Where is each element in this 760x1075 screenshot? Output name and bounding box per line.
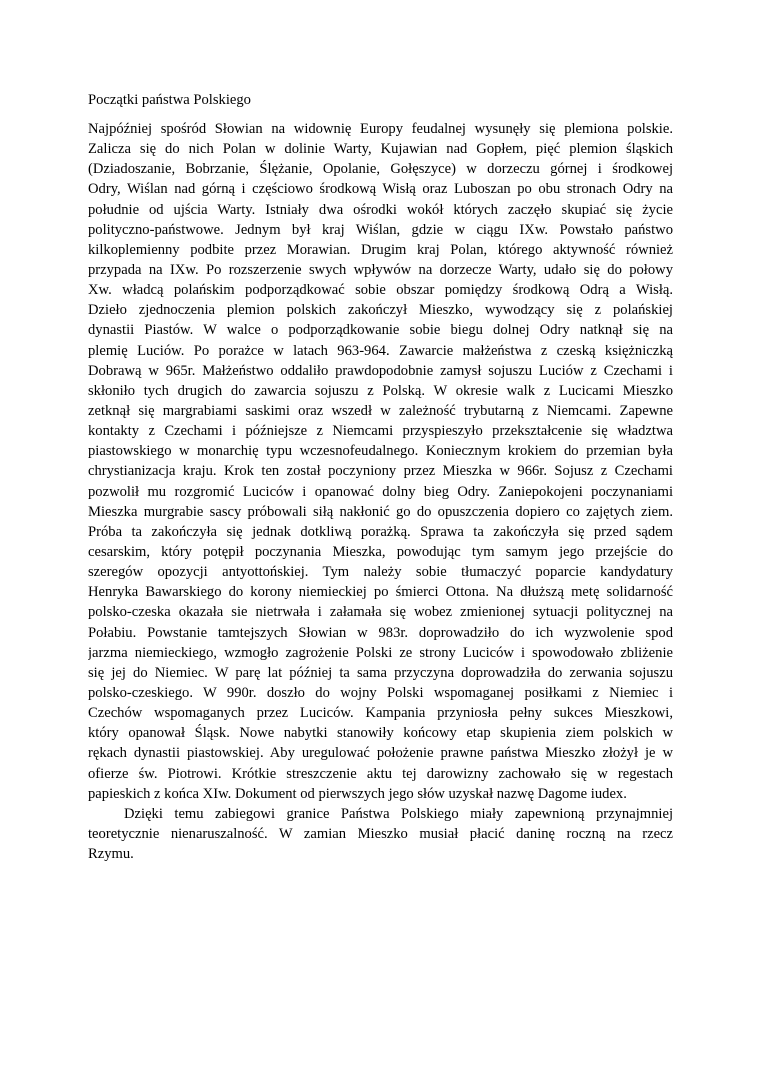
text-line: piastowskiego w monarchię typu wczesnofeudalnego. Koniecznym krokiem do przemian była	[88, 443, 673, 460]
text-line: rękach dynastii piastowskiej. Aby uregulować położenie prawne państwa Mieszko złożył je w	[88, 745, 673, 762]
text-line: Czechów wspomaganych przez Luciców. Kampania przyniosła pełny sukces Mieszkowi,	[88, 705, 673, 722]
text-line: Dzieło zjednoczenia plemion polskich zakończył Mieszko, wywodzący się z polańskiej	[88, 302, 673, 319]
paragraph	[88, 804, 673, 864]
text-line: ofierze św. Piotrowi. Krótkie streszczenie aktu tej darowizny zachowało się w regestach	[88, 765, 673, 782]
text-line: polsko-czeskiego. W 990r. doszło do wojny Polski wspomaganej posiłkami z Niemiec i	[88, 684, 673, 701]
text-line: Dobrawą w 965r. Małżeństwo oddaliło prawdopodobnie zamysł sojuszu Luciów z Czechami i	[88, 362, 673, 379]
text-line: Rzymu.	[88, 846, 134, 863]
text-line: Xw. władcą polańskim podporządkować sobie obszar pomiędzy środkową Odrą a Wisłą.	[88, 282, 673, 299]
text-line: kilkoplemienny podbite przez Morawian. Drugim kraj Polan, którego aktywność również	[88, 241, 673, 258]
text-line: zetknął się margrabiami saskimi oraz wszedł w zależność trybutarną z Niemcami. Zapewne	[88, 402, 673, 419]
text-line: Dzięki temu zabiegowi granice Państwa Polskiego miały zapewnioną przynajmniej	[124, 805, 673, 822]
text-line: skłoniło tych drugich do zawarcia sojuszu z Polską. W okresie walk z Lucicami Mieszko	[88, 382, 673, 399]
text-line: jarzma niemieckiego, wzmogło zagrożenie Polski ze strony Luciców i spowodowało zbliżenie	[88, 644, 673, 661]
text-line: Henryka Bawarskiego do korony niemieckiej po śmierci Ottona. Na dłuższą metę solidarność	[88, 584, 673, 601]
text-line: dynastii Piastów. W walce o podporządkowanie sobie biegu dolnej Odry natknął się na	[88, 322, 673, 339]
text-line: Najpóźniej spośród Słowian na widownię Europy feudalnej wysunęły się plemiona polskie.	[88, 121, 673, 137]
text-line: Próba ta zakończyła się jednak dotkliwą porażką. Sprawa ta zakończyła się przed sądem	[88, 523, 673, 540]
text-line: kontakty z Czechami i późniejsze z Niemcami przyspieszyło przekształcenie się władztwa	[88, 423, 673, 440]
paragraph	[88, 119, 673, 804]
text-line: Połabiu. Powstanie tamtejszych Słowian w 983r. doprowadziło do ich wyzwolenie spod	[88, 624, 673, 641]
text-line: się jej do Niemiec. W parę lat później ta sama przyczyna doprowadziła do zerwania sojuszu	[88, 664, 673, 681]
text-line: Odry, Wiślan nad górną i częściowo środkową Wisłą oraz Luboszan po obu stronach Odry na	[88, 181, 673, 198]
text-line: plemię Luciów. Po porażce w latach 963-964. Zawarcie małżeństwa z czeską księżniczką	[88, 342, 673, 359]
text-line: Mieszka murgrabie sascy próbowali siłą nakłonić go do opuszczenia dopiero co zajętych ziem.	[88, 503, 673, 520]
text-line: południe od ujścia Warty. Istniały dwa ośrodki wokół których zaczęło skupiać się życie	[88, 201, 673, 218]
text-line: Zalicza się do nich Polan w dolinie Warty, Kujawian nad Gopłem, pięć plemion śląskich	[88, 141, 673, 158]
document-title: Początki państwa Polskiego	[88, 92, 251, 108]
text-line: teoretycznie nienaruszalność. W zamian Mieszko musiał płacić daninę roczną na rzecz	[88, 825, 673, 842]
text-line: który opanował Śląsk. Nowe nabytki stanowiły końcowy etap skupienia ziem polskich w	[88, 725, 673, 742]
text-line: pozwolił mu rozgromić Luciców i opanować dolny bieg Odry. Zaniepokojeni poczynaniami	[88, 483, 673, 500]
text-line: polityczno-państwowe. Jednym był kraj Wiślan, gdzie w ciągu IXw. Powstało państwo	[88, 221, 673, 238]
text-line: szeregów opozycji antyottońskiej. Tym należy sobie tłumaczyć poparcie kandydatury	[88, 564, 673, 581]
document-body	[88, 119, 673, 864]
text-line: papieskich z końca XIw. Dokument od pierwszych jego słów uzyskał nazwę Dagome iudex.	[88, 785, 627, 802]
text-line: polsko-czeska okazała sie nietrwała i załamała się wobez zmienionej sytuacji politycznej na	[88, 604, 673, 621]
text-line: przypada na IXw. Po rozszerzenie swych wpływów na dorzecze Warty, udało się do połowy	[88, 261, 673, 278]
text-line: cesarskim, który potępił poczynania Mieszka, powodując tym samym jego przejście do	[88, 543, 673, 560]
text-line: (Dziadoszanie, Bobrzanie, Ślężanie, Opolanie, Gołęszyce) w dorzeczu górnej i środkowej	[88, 161, 673, 178]
text-line: chrystianizacja kraju. Krok ten został poczyniony przez Mieszka w 966r. Sojusz z Czechami	[88, 463, 673, 480]
